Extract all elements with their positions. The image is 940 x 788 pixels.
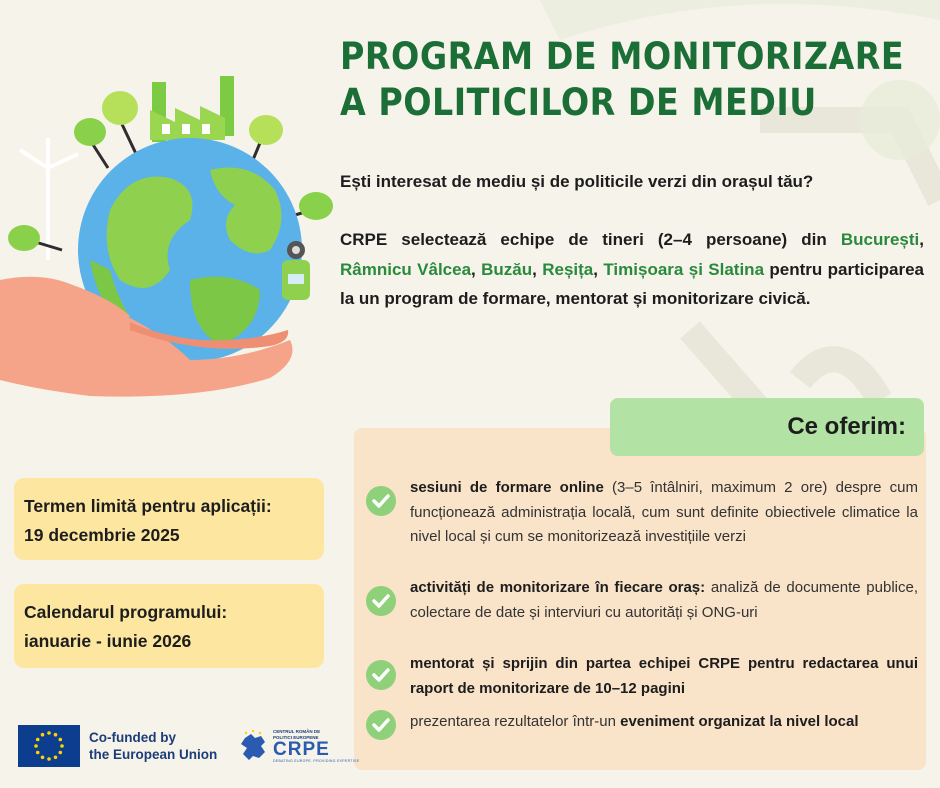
city-resita: Reșița — [542, 259, 594, 279]
crpe-logo: CENTRUL ROMÂN DE POLITICI EUROPENE CRPE DEBATING EUROPE. PROVIDING EXPERTISE — [237, 728, 359, 764]
footer-logos — [18, 722, 359, 770]
city-bucuresti: București — [840, 230, 920, 249]
europe-map-icon — [237, 728, 271, 764]
offer-item-training: sesiuni de formare online (3–5 întâlniri, maximum 2 ore) despre cum funcționează administrația locală, cum sunt definite obiectivele climatice la nivel local și cum se monitorizează investițiile verzi — [366, 476, 918, 576]
check-circle-icon — [366, 660, 396, 690]
earth-in-hand-illustration — [0, 60, 350, 400]
city-ramnicu-valcea: Râmnicu Vâlcea — [340, 259, 472, 279]
city-slatina: Slatina — [708, 259, 765, 279]
calendar-value: ianuarie - iunie 2026 — [24, 631, 192, 651]
city-buzau: Buzău — [481, 259, 533, 279]
intro-part-2: pentru participarea la un program de formare, mentorat și monitorizare civică. — [340, 259, 925, 308]
offers-header: Ce oferim: — [610, 398, 924, 456]
intro-part-1: CRPE selectează echipe de tineri (2–4 persoane) din — [340, 230, 827, 249]
deadline-box — [14, 478, 324, 560]
calendar-box — [14, 584, 324, 668]
deadline-label: Termen limită pentru aplicații: — [24, 496, 272, 516]
deadline-value: 19 decembrie 2025 — [24, 525, 180, 545]
offer-item-mentoring: mentorat și sprijin din partea echipei CRPE pentru redactarea unui raport de monitorizare de 10–12 pagini — [366, 652, 918, 710]
offer-item-monitoring: activități de monitorizare în fiecare oraș: analiză de documente publice, colectare de date și interviuri cu autorități și ONG-uri — [366, 576, 918, 652]
intro-question: Ești interesat de mediu și de politicile verzi din orașul tău? — [340, 172, 814, 191]
page-title: PROGRAM DE MONITORIZARE A POLITICILOR DE MEDIU — [340, 35, 905, 124]
check-circle-icon — [366, 710, 396, 740]
factory-icon — [150, 76, 234, 142]
check-circle-icon — [366, 586, 396, 616]
offers-list — [366, 476, 918, 740]
intro-paragraph: CRPE selectează echipe de tineri (2–4 persoane) din București, Râmnicu Vâlcea, Buzău, Reșița, Timișoara și Slatina pentru participarea la un program de formare, mentorat și monitorizare civică. — [340, 230, 925, 308]
check-circle-icon — [366, 486, 396, 516]
eu-cofunded-text: Co-funded by the European Union — [89, 730, 218, 762]
city-timisoara: Timișoara — [603, 259, 684, 279]
calendar-label: Calendarul programului: — [24, 602, 228, 622]
offer-item-event: prezentarea rezultatelor într-un eveniment organizat la nivel local — [366, 710, 918, 740]
eu-flag-icon — [18, 725, 80, 767]
